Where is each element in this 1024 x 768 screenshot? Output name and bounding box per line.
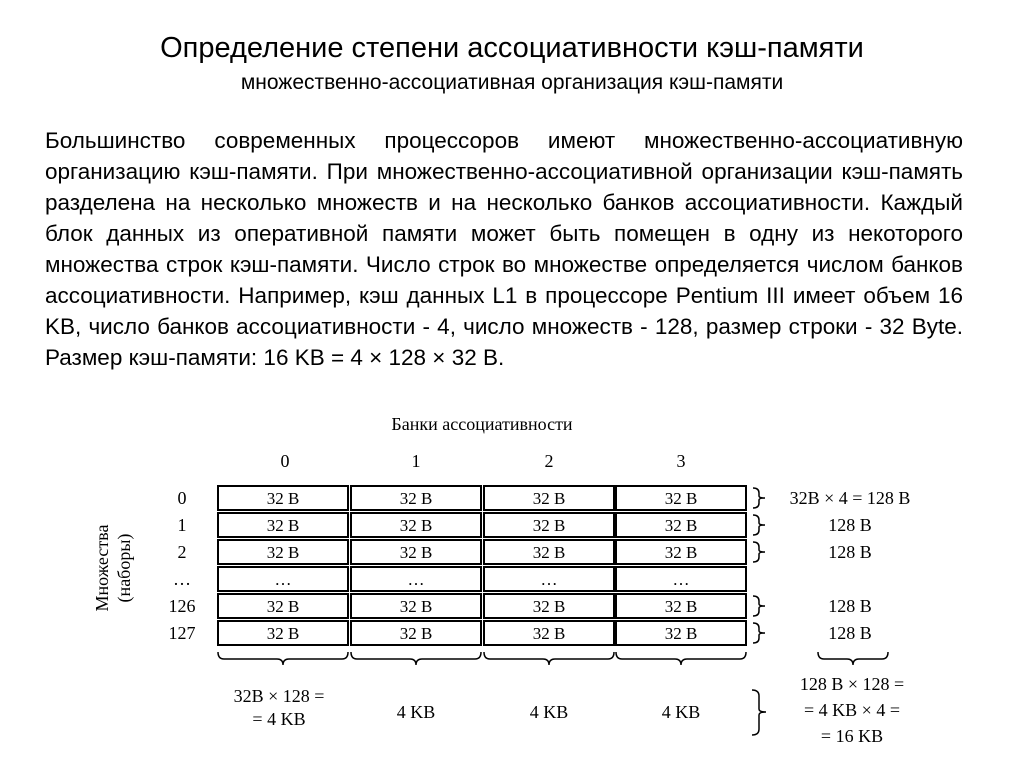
grand-total-line: = 4 KB × 4 = xyxy=(804,700,900,720)
column-total: = 4 KB xyxy=(252,709,306,729)
bank-header: 1 xyxy=(411,451,421,471)
row-brace xyxy=(753,596,765,616)
cell-size: 32 B xyxy=(664,597,698,616)
column-brace xyxy=(616,652,746,665)
sets-label-line1: Множества xyxy=(92,524,112,612)
column-total: 4 KB xyxy=(661,702,701,722)
body-paragraph: Большинство современных процессоров имеют множественно-ассоциативную организацию кэш-памяти. При множественно-ассоциативной организации кэш-память разделена на несколько множеств и на несколько банков ассоциативности. Каждый блок данных из оперативной памяти может быть помещен в одну из некоторого множества строк кэш-памяти. Число строк во множестве определяется числом банков ассоциативности. Например, кэш данных L1 в процессоре Pentium III имеет объем 16 KB, число банков ассоциативности - 4, число множеств - 128, размер строки - 32 Byte. Размер кэш-памяти: 16 KB = 4 × 128 × 32 B. xyxy=(45,128,963,370)
bank-header: 3 xyxy=(676,451,686,471)
cell-size: 32 B xyxy=(532,516,566,535)
grand-total-line: = 16 KB xyxy=(820,726,884,746)
cache-table xyxy=(169,451,911,746)
row-total: 128 B xyxy=(828,596,872,616)
row-total: 32B × 4 = 128 B xyxy=(789,488,911,508)
page-subtitle: множественно-ассоциативная организация кэш-памяти xyxy=(240,71,784,94)
grand-total-line: 128 B × 128 = xyxy=(799,674,905,694)
cache-diagram xyxy=(0,405,1024,768)
cell-size: 32 B xyxy=(532,597,566,616)
cell-size: 32 B xyxy=(664,516,698,535)
set-label: … xyxy=(173,569,191,589)
cell-size: 32 B xyxy=(532,624,566,643)
row-brace xyxy=(753,488,765,508)
sets-label-line2: (наборы) xyxy=(114,533,134,603)
cell-size: 32 B xyxy=(266,516,300,535)
row-brace xyxy=(753,515,765,535)
set-label: 126 xyxy=(168,596,196,616)
set-label: 2 xyxy=(177,542,187,562)
totals-brace xyxy=(818,652,888,665)
column-total: 4 KB xyxy=(529,702,569,722)
cell-size: … xyxy=(274,570,292,589)
cell-size: 32 B xyxy=(532,543,566,562)
column-brace xyxy=(484,652,614,665)
cell-size: 32 B xyxy=(266,624,300,643)
page-title: Определение степени ассоциативности кэш-памяти xyxy=(160,32,864,64)
cell-size: 32 B xyxy=(399,516,433,535)
cell-size: … xyxy=(540,570,558,589)
cell-size: 32 B xyxy=(399,543,433,562)
set-label: 0 xyxy=(177,488,187,508)
cell-size: 32 B xyxy=(266,543,300,562)
bank-header: 0 xyxy=(280,451,290,471)
cell-size: 32 B xyxy=(532,489,566,508)
cell-size: 32 B xyxy=(266,597,300,616)
row-total: 128 B xyxy=(828,623,872,643)
set-label: 127 xyxy=(168,623,196,643)
column-total: 4 KB xyxy=(396,702,436,722)
cell-size: 32 B xyxy=(664,624,698,643)
cell-size: … xyxy=(672,570,690,589)
banks-label: Банки ассоциативности xyxy=(391,414,573,434)
cell-size: 32 B xyxy=(664,489,698,508)
row-brace xyxy=(753,623,765,643)
row-total: 128 B xyxy=(828,542,872,562)
row-total: 128 B xyxy=(828,515,872,535)
cell-size: 32 B xyxy=(399,489,433,508)
cell-size: … xyxy=(407,570,425,589)
column-total: 32B × 128 = xyxy=(233,686,325,706)
column-brace xyxy=(218,652,348,665)
grand-total-brace xyxy=(752,690,766,735)
set-label: 1 xyxy=(177,515,187,535)
cell-size: 32 B xyxy=(664,543,698,562)
column-brace xyxy=(351,652,481,665)
cell-size: 32 B xyxy=(399,624,433,643)
row-brace xyxy=(753,542,765,562)
cell-size: 32 B xyxy=(399,597,433,616)
cell-size: 32 B xyxy=(266,489,300,508)
bank-header: 2 xyxy=(544,451,554,471)
